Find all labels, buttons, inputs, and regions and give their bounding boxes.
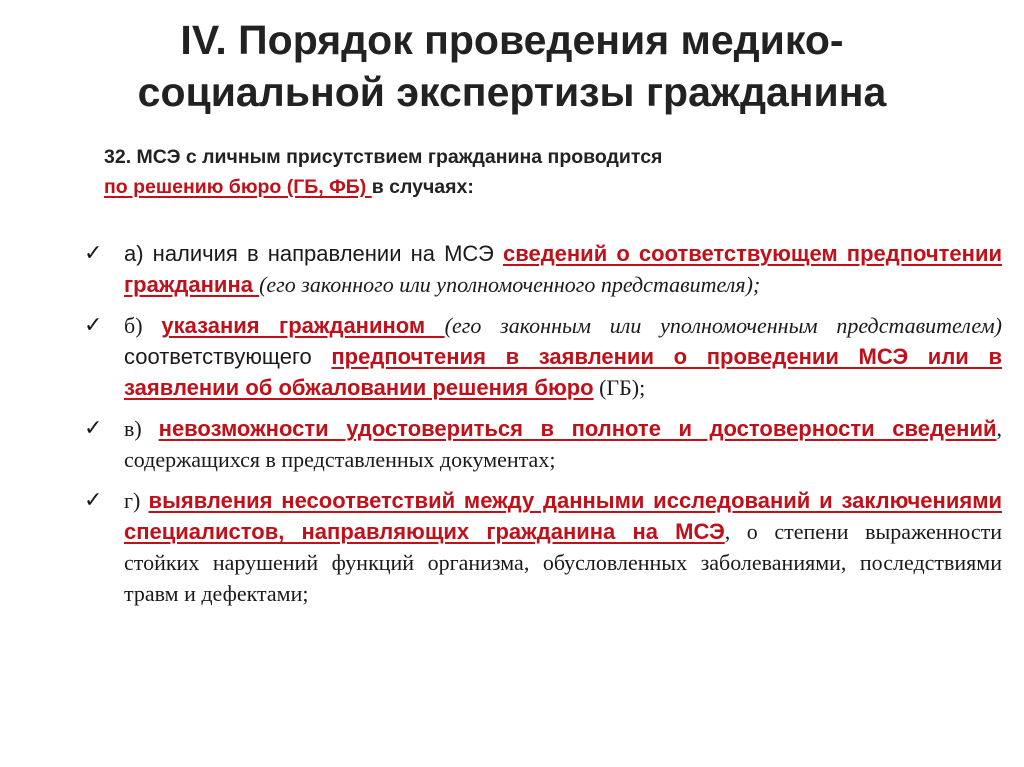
case-list	[84, 238, 1002, 619]
item-c-marker: в)	[124, 416, 159, 441]
item-b-tail: (ГБ);	[593, 375, 646, 400]
title-line-2: социальной экспертизы гражданина	[137, 69, 887, 115]
title-line-1: IV. Порядок проведения медико-	[180, 17, 844, 63]
checkmark-icon: ✓	[84, 313, 103, 338]
item-b-highlight-1: указания гражданином	[161, 313, 445, 338]
item-d-marker: г)	[124, 488, 149, 513]
intro-paragraph	[104, 142, 904, 202]
checkmark-icon: ✓	[84, 488, 103, 513]
item-a-text: а) наличия в направлении на МСЭ	[124, 241, 503, 266]
list-item-a	[84, 238, 1002, 300]
item-b-highlight-2: предпочтения в заявлении о проведении МСЭ или в заявлении об обжаловании решения бюро	[124, 344, 1002, 400]
item-a-note: (его законного или уполномоченного представителя);	[259, 272, 761, 297]
list-item-b	[84, 310, 1002, 403]
item-b-text: соответствующего	[124, 344, 332, 369]
intro-lead: 32. МСЭ с личным присутствием гражданина проводится	[104, 146, 663, 168]
item-b-note: (его законным или уполномоченным представителем)	[444, 313, 1002, 338]
item-c-highlight: невозможности удостовериться в полноте и достоверности сведений	[158, 416, 997, 441]
list-item-c	[84, 413, 1002, 475]
checkmark-icon: ✓	[84, 416, 103, 441]
item-c-tail: , содержащихся в представленных документах;	[124, 416, 1002, 472]
page-title	[40, 14, 984, 118]
checkmark-icon: ✓	[84, 241, 103, 266]
intro-tail: в случаях:	[371, 176, 474, 198]
item-b-marker: б)	[124, 313, 162, 338]
item-d-highlight: выявления несоответствий между данными исследований и заключениями специалистов, направляющих гражданина на МСЭ	[124, 488, 1002, 544]
item-a-highlight: сведений о соответствующем предпочтении гражданина	[124, 241, 1003, 297]
intro-highlight: по решению бюро (ГБ, ФБ)	[104, 176, 372, 198]
item-d-tail: , о степени выраженности стойких нарушений функций организма, обусловленных заболеваниями, последствиями травм и дефектами;	[124, 519, 1002, 606]
list-item-d	[84, 485, 1002, 609]
